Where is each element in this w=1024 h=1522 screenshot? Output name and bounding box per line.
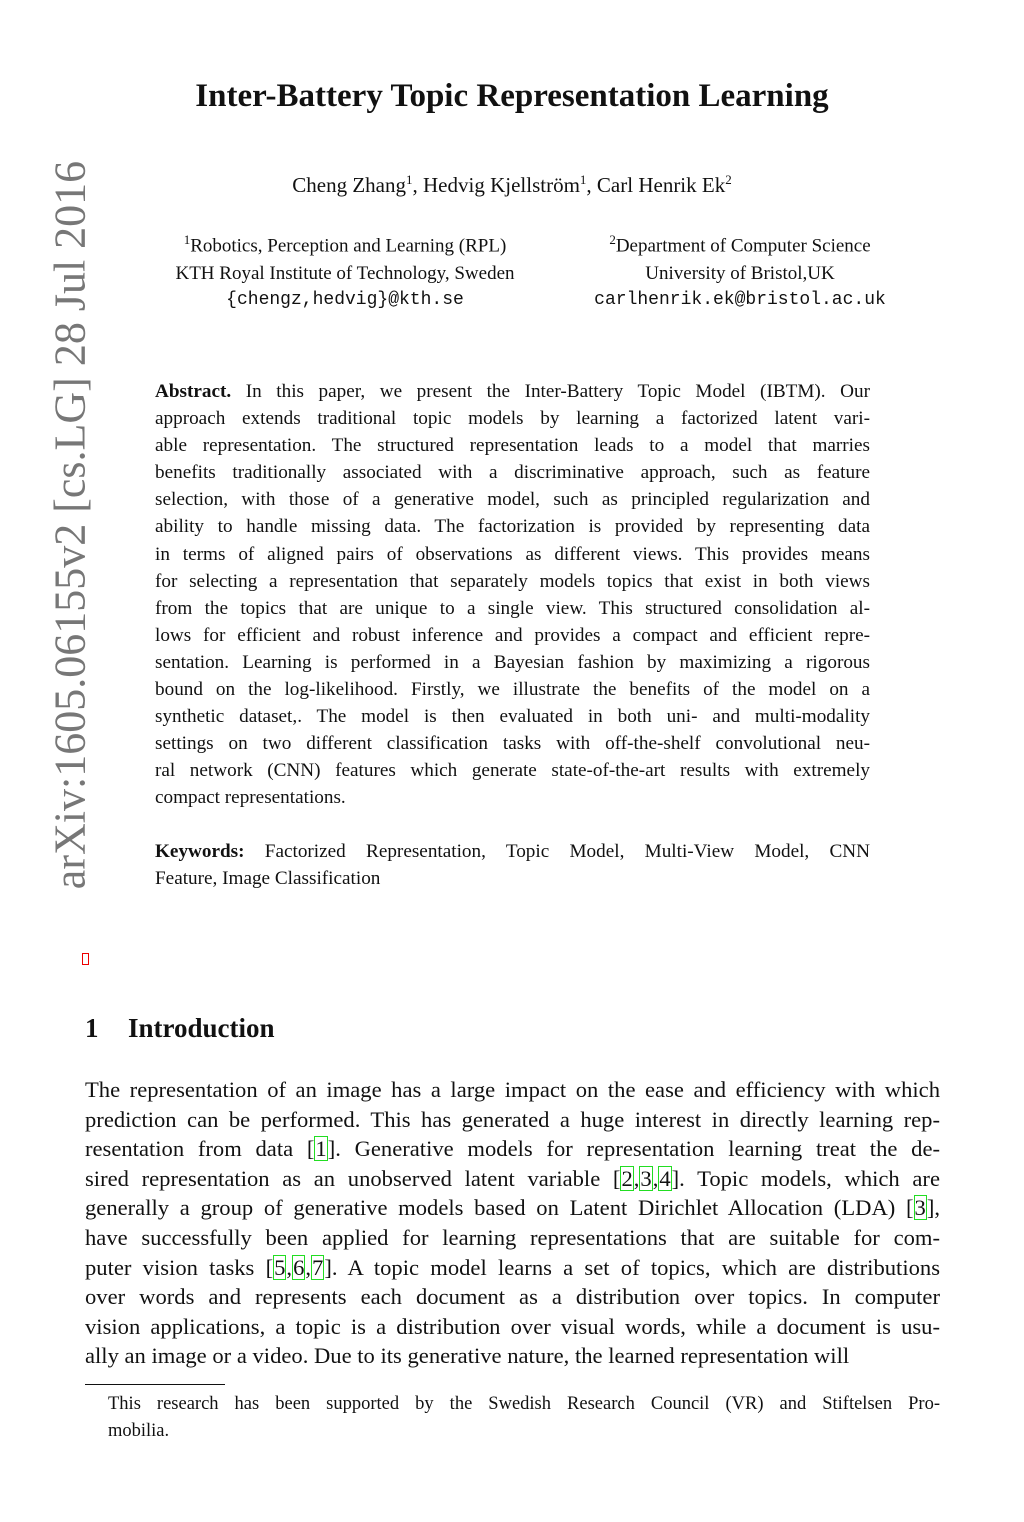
paper-title: Inter-Battery Topic Representation Learning [195, 78, 829, 114]
line-text: The representation of an image has a large impact on the ease and efficiency with which [85, 1077, 940, 1102]
section-title: Introduction [128, 1013, 275, 1043]
citation-link[interactable]: 2 [621, 1165, 633, 1191]
text-line [155, 541, 870, 568]
text-line [155, 649, 870, 676]
text-line [155, 432, 870, 459]
line-text: This research has been supported by the Swedish Research Council (VR) and Stiftelsen Pro- [108, 1394, 940, 1414]
line-text: selection, with those of a generative model, such as principled regularization and [155, 489, 870, 511]
line-text: sired representation as an unobserved latent variable [ [85, 1165, 621, 1191]
text-line [85, 1223, 940, 1253]
text-line-content [155, 405, 870, 432]
text-line-content [85, 1282, 940, 1312]
text-line-content [155, 784, 870, 811]
text-line [155, 595, 870, 622]
affiliation-1 [130, 226, 560, 315]
author-separator: , [586, 173, 597, 197]
author-separator: , [412, 173, 424, 197]
affiliation-mark: 1 [183, 232, 191, 247]
line-text: benefits traditionally associated with a discriminative approach, such as feature [155, 462, 870, 484]
text-line-content [155, 513, 870, 540]
text-line [85, 1282, 940, 1312]
line-text: ally an image or a video. Due to its generative nature, the learned representation will [85, 1343, 850, 1369]
line-text: , [286, 1254, 293, 1280]
text-line-content [155, 730, 870, 757]
text-line-content [155, 568, 870, 595]
citation-link[interactable]: 7 [312, 1254, 324, 1280]
text-line [155, 865, 870, 892]
line-text: puter vision tasks [ [85, 1254, 274, 1280]
text-line-content [108, 1418, 940, 1445]
text-line [85, 1134, 940, 1164]
abstract-label: Abstract. [155, 381, 232, 402]
text-line-content [85, 1312, 940, 1342]
text-line-content [155, 595, 870, 622]
section-heading-introduction [85, 1013, 275, 1044]
arxiv-stamp: arXiv:1605.06155v2 [cs.LG] 28 Jul 2016 [45, 160, 95, 890]
text-line [155, 622, 870, 649]
line-text: resentation from data [ [85, 1136, 315, 1162]
author-name: Cheng Zhang [292, 173, 407, 197]
text-line [85, 1164, 940, 1194]
line-text: for selecting a representation that separately models topics that exist in both views [155, 570, 870, 592]
line-text: mobilia. [108, 1421, 170, 1441]
line-text: ]. Topic models, which are [671, 1165, 940, 1191]
text-line-content [155, 703, 870, 730]
line-text: Feature, Image Classification [155, 868, 381, 890]
text-line-content [85, 1075, 940, 1105]
text-line-content [155, 622, 870, 649]
citation-link[interactable]: 6 [293, 1254, 305, 1280]
text-line-content [155, 649, 870, 676]
line-text: , [652, 1165, 659, 1191]
author-name: Carl Henrik Ek [596, 173, 726, 197]
text-line [155, 838, 870, 865]
line-text: in terms of aligned pairs of observations as different views. This provides means [155, 543, 870, 565]
line-text: ]. Generative models for representation learning treat the de- [327, 1136, 940, 1162]
text-line [155, 676, 870, 703]
text-line-content [85, 1164, 940, 1194]
line-text: ], [926, 1195, 940, 1221]
citation-link[interactable]: 3 [914, 1195, 926, 1221]
text-line-content [155, 676, 870, 703]
text-line [155, 757, 870, 784]
line-text: , [633, 1165, 640, 1191]
text-line-content [155, 541, 870, 568]
arxiv-link-marker[interactable] [82, 953, 89, 965]
affiliation-email[interactable]: carlhenrik.ek@bristol.ac.uk [594, 290, 886, 311]
line-text: over words and represents each document as a distribution over topics. In computer [85, 1284, 940, 1310]
text-line [155, 784, 870, 811]
abstract [155, 378, 870, 812]
author-affiliation-mark: 1 [406, 172, 413, 187]
text-line [108, 1418, 940, 1445]
line-text: synthetic dataset,. The model is then evaluated in both uni- and multi-modality [155, 706, 870, 728]
text-line-content [155, 378, 870, 405]
line-text: bound on the log-likelihood. Firstly, we illustrate the benefits of the model on a [155, 679, 870, 701]
text-line-content [155, 432, 870, 459]
footnote [108, 1391, 940, 1445]
text-line-content [155, 838, 870, 865]
text-line [155, 459, 870, 486]
text-line [155, 513, 870, 540]
footnote-rule [85, 1384, 225, 1385]
text-line [85, 1341, 940, 1371]
affiliation-mark: 2 [609, 232, 616, 247]
section-number: 1 [85, 1013, 99, 1043]
introduction-body [85, 1075, 940, 1371]
line-text: ]. A topic model learns a set of topics, which are distributions [324, 1254, 940, 1280]
text-line-content [85, 1341, 940, 1371]
keywords-label: Keywords: [155, 841, 245, 862]
citation-link[interactable]: 1 [315, 1136, 327, 1162]
line-text: In this paper, we present the Inter-Battery Topic Model (IBTM). Our [231, 381, 870, 402]
keywords [155, 838, 870, 892]
text-line-content [155, 757, 870, 784]
line-text: have successfully been applied for learning representations that are suitable for com- [85, 1224, 940, 1250]
line-text: from the topics that are unique to a single view. This structured consolidation al- [155, 597, 870, 619]
line-text: lows for efficient and robust inference and provides a compact and efficient repre- [155, 624, 870, 646]
line-text: ability to handle missing data. The factorization is provided by representing data [155, 516, 870, 538]
affiliation-line: Department of Computer Science [615, 235, 871, 257]
line-text: , [305, 1254, 312, 1280]
author-affiliation-mark: 2 [725, 172, 732, 187]
text-line [155, 405, 870, 432]
affiliation-line: University of Bristol,UK [645, 262, 835, 284]
line-text: approach extends traditional topic models by learning a factorized latent vari- [155, 408, 870, 430]
line-text: vision applications, a topic is a distribution over visual words, while a document is usu- [85, 1313, 940, 1339]
author-name: Hedvig Kjellström [423, 173, 580, 197]
line-text: prediction can be performed. This has generated a huge interest in directly learning rep- [85, 1106, 940, 1132]
text-line-content [85, 1223, 940, 1253]
text-line [155, 703, 870, 730]
citation-link[interactable]: 4 [659, 1165, 671, 1191]
line-text: generally a group of generative models based on Latent Dirichlet Allocation (LDA) [ [85, 1195, 914, 1221]
affiliation-email[interactable]: {chengz,hedvig}@kth.se [226, 290, 464, 311]
text-line-content [85, 1193, 940, 1223]
line-text: able representation. The structured representation leads to a model that marries [155, 435, 870, 457]
line-text: settings on two different classification tasks with off-the-shelf convolutional neu- [155, 733, 870, 755]
text-line [85, 1312, 940, 1342]
text-line-content [155, 459, 870, 486]
text-line [85, 1105, 940, 1135]
text-line-content [155, 486, 870, 513]
affiliation-line: KTH Royal Institute of Technology, Sweden [175, 262, 515, 284]
text-line [85, 1075, 940, 1105]
text-line [85, 1253, 940, 1283]
affiliation-2 [530, 226, 950, 315]
text-line-content [85, 1253, 940, 1283]
text-line-content [85, 1134, 940, 1164]
citation-link[interactable]: 3 [640, 1165, 652, 1191]
text-line [155, 486, 870, 513]
text-line [85, 1193, 940, 1223]
line-text: sentation. Learning is performed in a Bayesian fashion by maximizing a rigorous [155, 651, 870, 673]
line-text: Factorized Representation, Topic Model, Multi-View Model, CNN [244, 841, 870, 862]
author-list [0, 172, 1024, 198]
text-line-content [108, 1391, 940, 1418]
text-line [155, 730, 870, 757]
text-line-content [155, 865, 870, 892]
line-text: ral network (CNN) features which generate state-of-the-art results with extremely [155, 760, 870, 782]
text-line [108, 1391, 940, 1418]
text-line [155, 378, 870, 405]
author-affiliation-mark: 1 [579, 172, 587, 187]
text-line-content [85, 1105, 940, 1135]
line-text: compact representations. [155, 787, 346, 809]
affiliation-line: Robotics, Perception and Learning (RPL) [190, 235, 507, 257]
text-line [155, 568, 870, 595]
citation-link[interactable]: 5 [274, 1254, 286, 1280]
